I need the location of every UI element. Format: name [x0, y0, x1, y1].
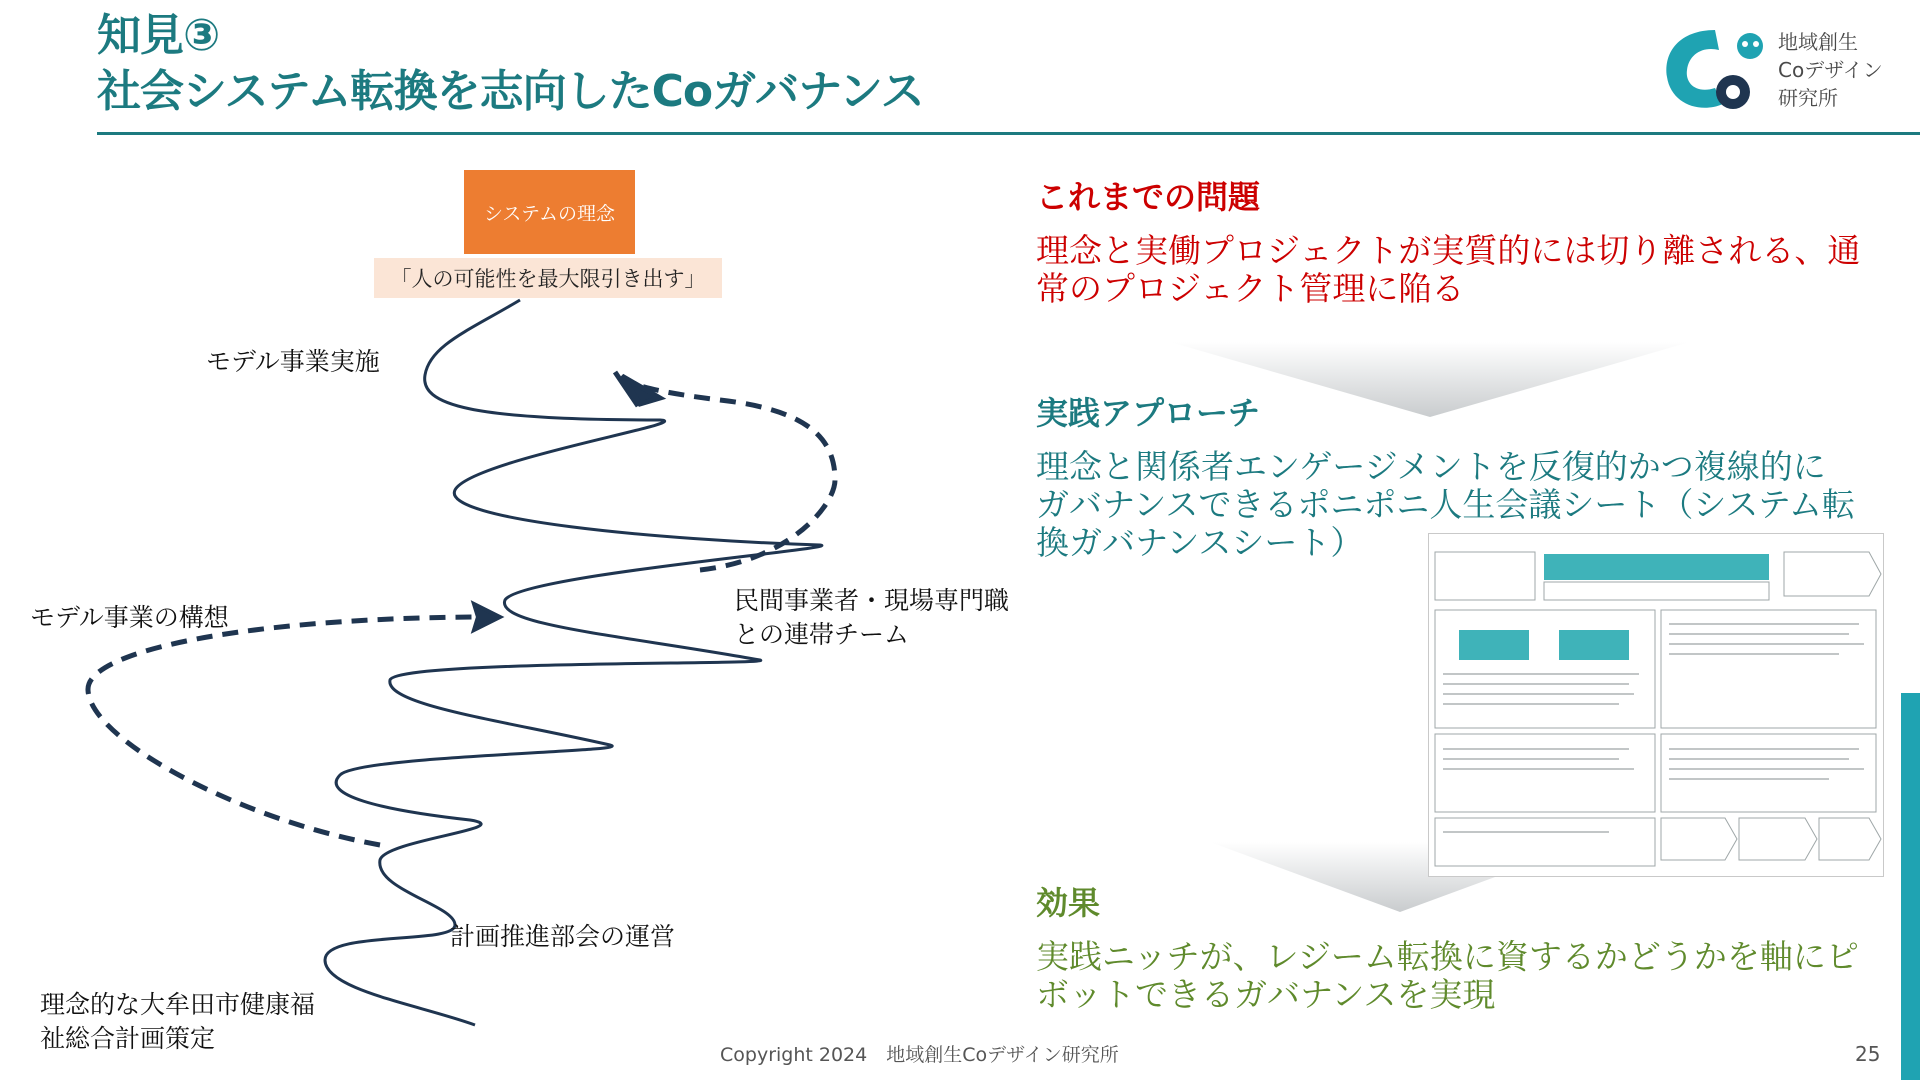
page-number: 25: [1855, 1042, 1881, 1066]
logo-text: [1778, 28, 1883, 112]
problem-text: [1036, 232, 1860, 308]
label-team-line-2: との連帯チーム: [734, 620, 910, 649]
effect-line-2: ボットできるガバナンスを実現: [1036, 975, 1496, 1014]
logo-line-2: Coデザイン: [1778, 58, 1883, 82]
effect-heading: 効果: [1036, 884, 1101, 922]
approach-line-2: ガバナンスできるポニポニ人生会議シート（システム転: [1036, 485, 1856, 524]
governance-sheet-thumbnail: [1428, 533, 1884, 877]
logo-line-1: 地域創生: [1778, 30, 1858, 54]
label-model-concept: モデル事業の構想: [30, 603, 229, 632]
dashed-arrow-middle-icon: [474, 604, 500, 630]
sheet-illustration: [1429, 534, 1883, 876]
problem-heading: これまでの問題: [1036, 178, 1261, 216]
label-council: 計画推進部会の運営: [450, 922, 676, 951]
footer-copyright: Copyright 2024 地域創生Coデザイン研究所: [720, 1044, 1119, 1066]
problem-line-2: 常のプロジェクト管理に陥る: [1036, 269, 1465, 308]
label-team: [734, 584, 1009, 652]
logo-line-3: 研究所: [1778, 86, 1838, 110]
logo-mark-icon: [1666, 30, 1763, 109]
label-plan-line-2: 祉総合計画策定: [40, 1024, 216, 1053]
title-line-1: 知見③: [97, 10, 220, 61]
side-accent-bar: [1901, 693, 1920, 1080]
approach-heading: 実践アプローチ: [1036, 394, 1261, 432]
problem-line-1: 理念と実働プロジェクトが実質的には切り離される、通: [1036, 231, 1861, 270]
label-model-implementation: モデル事業実施: [206, 347, 380, 376]
approach-line-1: 理念と関係者エンゲージメントを反復的かつ複線的に: [1036, 447, 1826, 486]
system-philosophy-box: システムの理念: [464, 170, 635, 254]
label-plan-line-1: 理念的な大牟田市健康福: [40, 990, 316, 1019]
approach-line-3: 換ガバナンスシート）: [1036, 523, 1364, 562]
title-line-2: 社会システム転換を志向したCoガバナンス: [97, 66, 924, 117]
effect-line-1: 実践ニッチが、レジーム転換に資するかどうかを軸にピ: [1036, 937, 1859, 976]
label-team-line-1: 民間事業者・現場専門職: [734, 586, 1010, 615]
effect-text: [1036, 938, 1859, 1014]
solid-wave-line: [325, 300, 822, 1025]
label-plan: [40, 988, 315, 1056]
system-philosophy-caption: 「人の可能性を最大限引き出す」: [374, 258, 722, 298]
